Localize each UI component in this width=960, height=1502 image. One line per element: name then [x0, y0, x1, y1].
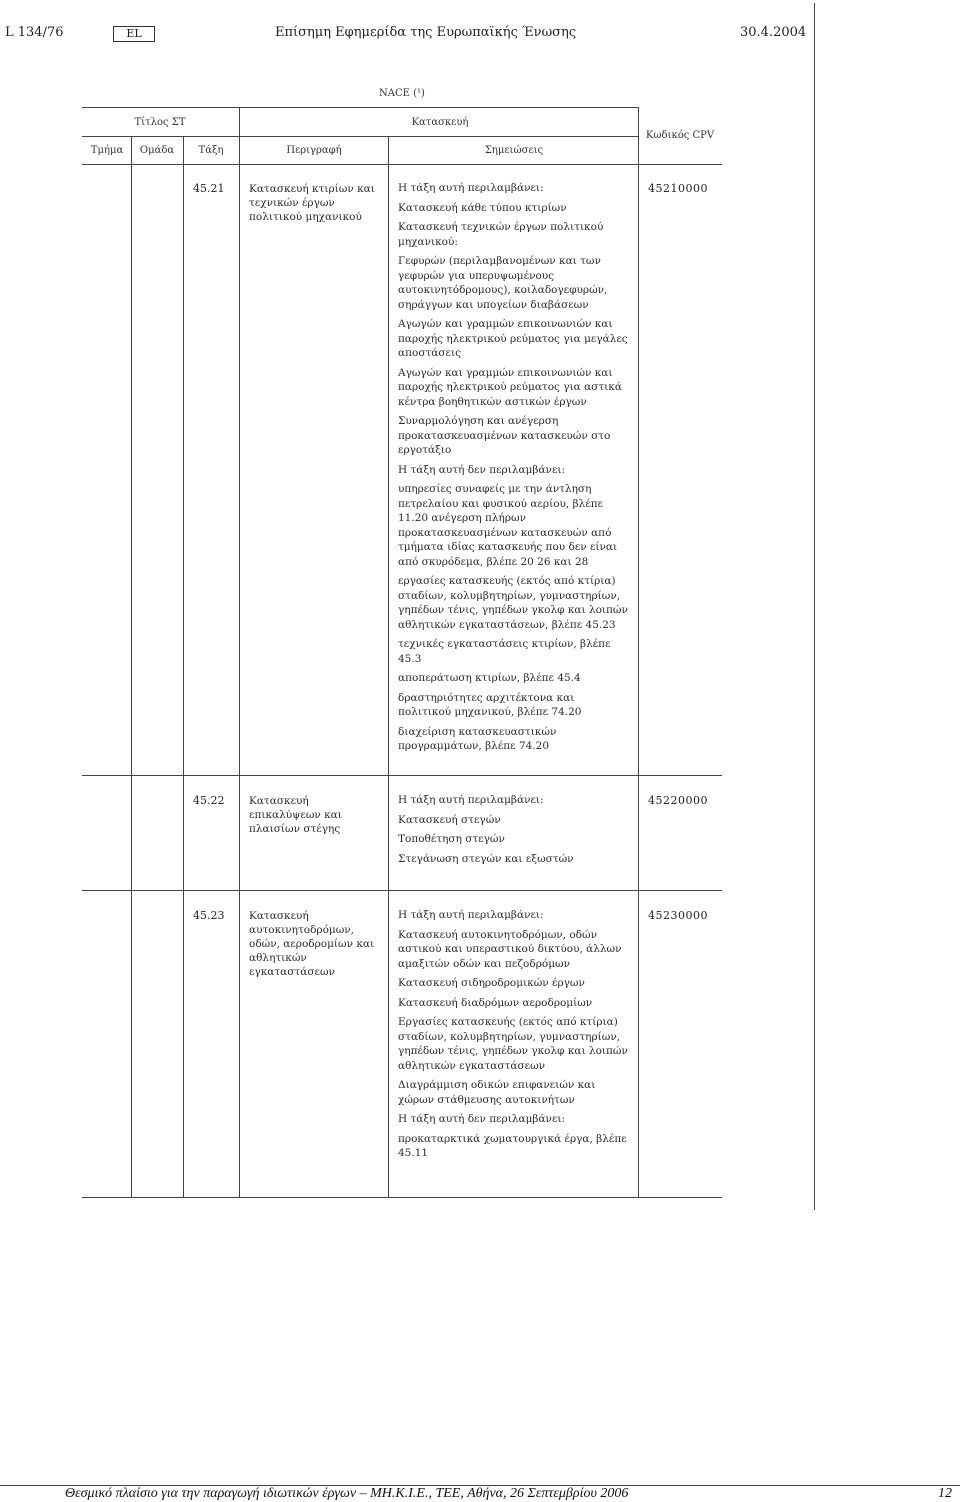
note-line: Κατασκευή αυτοκινητοδρόμων, οδών αστικού και υπεραστικού δικτύου, άλλων αμαξιτών οδών και πεζοδρόμων: [398, 928, 622, 970]
note-line: εργασίες κατασκευής (εκτός από κτίρια) σταδίων, κολυμβητηρίων, γυμναστηρίων, γηπέδων τένις, γηπέδων γκολφ και λοιπών αθλητικών εγκαταστάσεων, βλέπε 45.23: [398, 575, 628, 631]
footer-text: Θεσμικό πλαίσιο για την παραγωγή ιδιωτικών έργων – ΜΗ.Κ.Ι.Ε., ΤΕΕ, Αθήνα, 26 Σεπτεμβρίου 2006: [65, 1486, 629, 1501]
note-line: Εργασίες κατασκευής (εκτός από κτίρια) σταδίων, κολυμβητηρίων, γυμναστηρίων, γηπέδων τένις, γηπέδων γκολφ και λοιπών αθλητικών εγκαταστάσεων: [398, 1016, 628, 1072]
nace-label: NACE (¹): [379, 88, 425, 99]
grid-line-section: [131, 136, 132, 1198]
note-line: Αγωγών και γραμμών επικοινωνιών και παροχής ηλεκτρικού ρεύματος για μεγάλες αποστάσεις: [398, 318, 628, 359]
class-description: Κατασκευή κτιρίων και τεχνικών έργων πολιτικού μηχανικού: [249, 183, 375, 223]
note-line: Διαγράμμιση οδικών επιφανειών και χώρων στάθμευσης αυτοκινήτων: [398, 1079, 596, 1106]
page-edge-line: [814, 3, 815, 1210]
row-separator-3: [82, 1197, 722, 1198]
note-line: προκαταρκτικά χωματουργικά έργα, βλέπε 45.11: [398, 1132, 627, 1159]
note-line: υπηρεσίες συναφείς με την άντληση πετρελαίου και φυσικού αερίου, βλέπε 11.20 ανέγερση πλήρων προκατασκευασμένων κατασκευών από τμήματα ιδίας κατασκευής που δεν είναι από σκυρόδεμα, βλέπε 20 26 και 28: [398, 483, 618, 568]
class-description: Κατασκευή επικαλύψεων και πλαισίων στέγης: [249, 795, 342, 835]
language-badge: EL: [113, 26, 155, 42]
note-line: Κατασκευή τεχνικών έργων πολιτικού μηχανικού:: [398, 221, 604, 248]
note-line: Αγωγών και γραμμών επικοινωνιών και παροχής ηλεκτρικού ρεύματος για αστικά κέντρα βοηθητικών αστικών έργων: [398, 366, 622, 408]
col-section: Τμήμα: [90, 145, 124, 156]
notes-list: [398, 793, 630, 871]
col-construction-group: Κατασκευή: [411, 117, 469, 128]
publication-date: 30.4.2004: [740, 25, 807, 40]
row-separator-2: [82, 890, 722, 891]
col-group: Ομάδα: [139, 145, 175, 156]
note-line: Κατασκευή σιδηροδρομικών έργων: [398, 977, 585, 989]
grid-line-group: [183, 136, 184, 1198]
grid-line-class: [239, 107, 240, 1198]
page-number: 12: [938, 1486, 952, 1501]
note-line: Κατασκευή διαδρόμων αεροδρομίων: [398, 996, 593, 1009]
note-line: δραστηριότητες αρχιτέκτονα και πολιτικού μηχανικού, βλέπε 74.20: [398, 691, 582, 718]
col-notes: Σημειώσεις: [484, 145, 544, 156]
header-rule-3: [82, 164, 722, 165]
cpv-code: 45230000: [648, 909, 708, 922]
col-class: Τάξη: [198, 145, 224, 156]
note-line: Η τάξη αυτή περιλαμβάνει:: [398, 794, 544, 806]
notes-list: [398, 908, 630, 1166]
class-description: Κατασκευή αυτοκινητοδρόμων, οδών, αεροδρομίων και αθλητικών εγκαταστάσεων: [249, 910, 375, 978]
class-code: 45.21: [193, 182, 225, 195]
row-separator-1: [82, 775, 722, 776]
page-reference: L 134/76: [5, 25, 64, 40]
class-code: 45.22: [193, 794, 225, 807]
note-line: τεχνικές εγκαταστάσεις κτιρίων, βλέπε 45.3: [398, 638, 611, 665]
note-line: Η τάξη αυτή δεν περιλαμβάνει:: [398, 463, 566, 476]
note-line: διαχείριση κατασκευαστικών προγραμμάτων, βλέπε 74.20: [398, 725, 557, 752]
note-line: Γεφυρών (περιλαμβανομένων και των γεφυρών για υπερυψωμένους αυτοκινητόδρομους), κοιλαδογεφυρών, σηράγγων και υπογείων διαβάσεων: [398, 255, 608, 311]
note-line: αποπεράτωση κτιρίων, βλέπε 45.4: [398, 672, 581, 684]
grid-line-description: [388, 136, 389, 1198]
header-rule-2: [82, 136, 638, 137]
note-line: Κατασκευή στεγών: [398, 813, 501, 826]
note-line: Η τάξη αυτή περιλαμβάνει:: [398, 909, 544, 921]
note-line: Η τάξη αυτή δεν περιλαμβάνει:: [398, 1113, 566, 1125]
note-line: Τοποθέτηση στεγών: [398, 833, 505, 845]
col-description: Περιγραφή: [286, 145, 342, 156]
col-title-group: Τίτλος ΣΤ: [134, 117, 186, 128]
note-line: Συναρμολόγηση και ανέγερση προκατασκευασμένων κατασκευών στο εργοτάξιο: [398, 415, 611, 456]
cpv-code: 45210000: [648, 182, 708, 195]
cpv-code: 45220000: [648, 794, 708, 807]
note-line: Κατασκευή κάθε τύπου κτιρίων: [398, 201, 567, 214]
note-line: Στεγάνωση στεγών και εξωστών: [398, 852, 574, 865]
col-cpv-code: Κωδικός CPV: [645, 130, 715, 141]
grid-line-notes: [638, 107, 639, 1198]
class-code: 45.23: [193, 909, 225, 922]
notes-list: [398, 181, 630, 759]
journal-title: Επίσημη Εφημερίδα της Ευρωπαϊκής Ένωσης: [275, 25, 577, 40]
header-rule-1: [82, 107, 638, 108]
note-line: Η τάξη αυτή περιλαμβάνει:: [398, 182, 544, 194]
